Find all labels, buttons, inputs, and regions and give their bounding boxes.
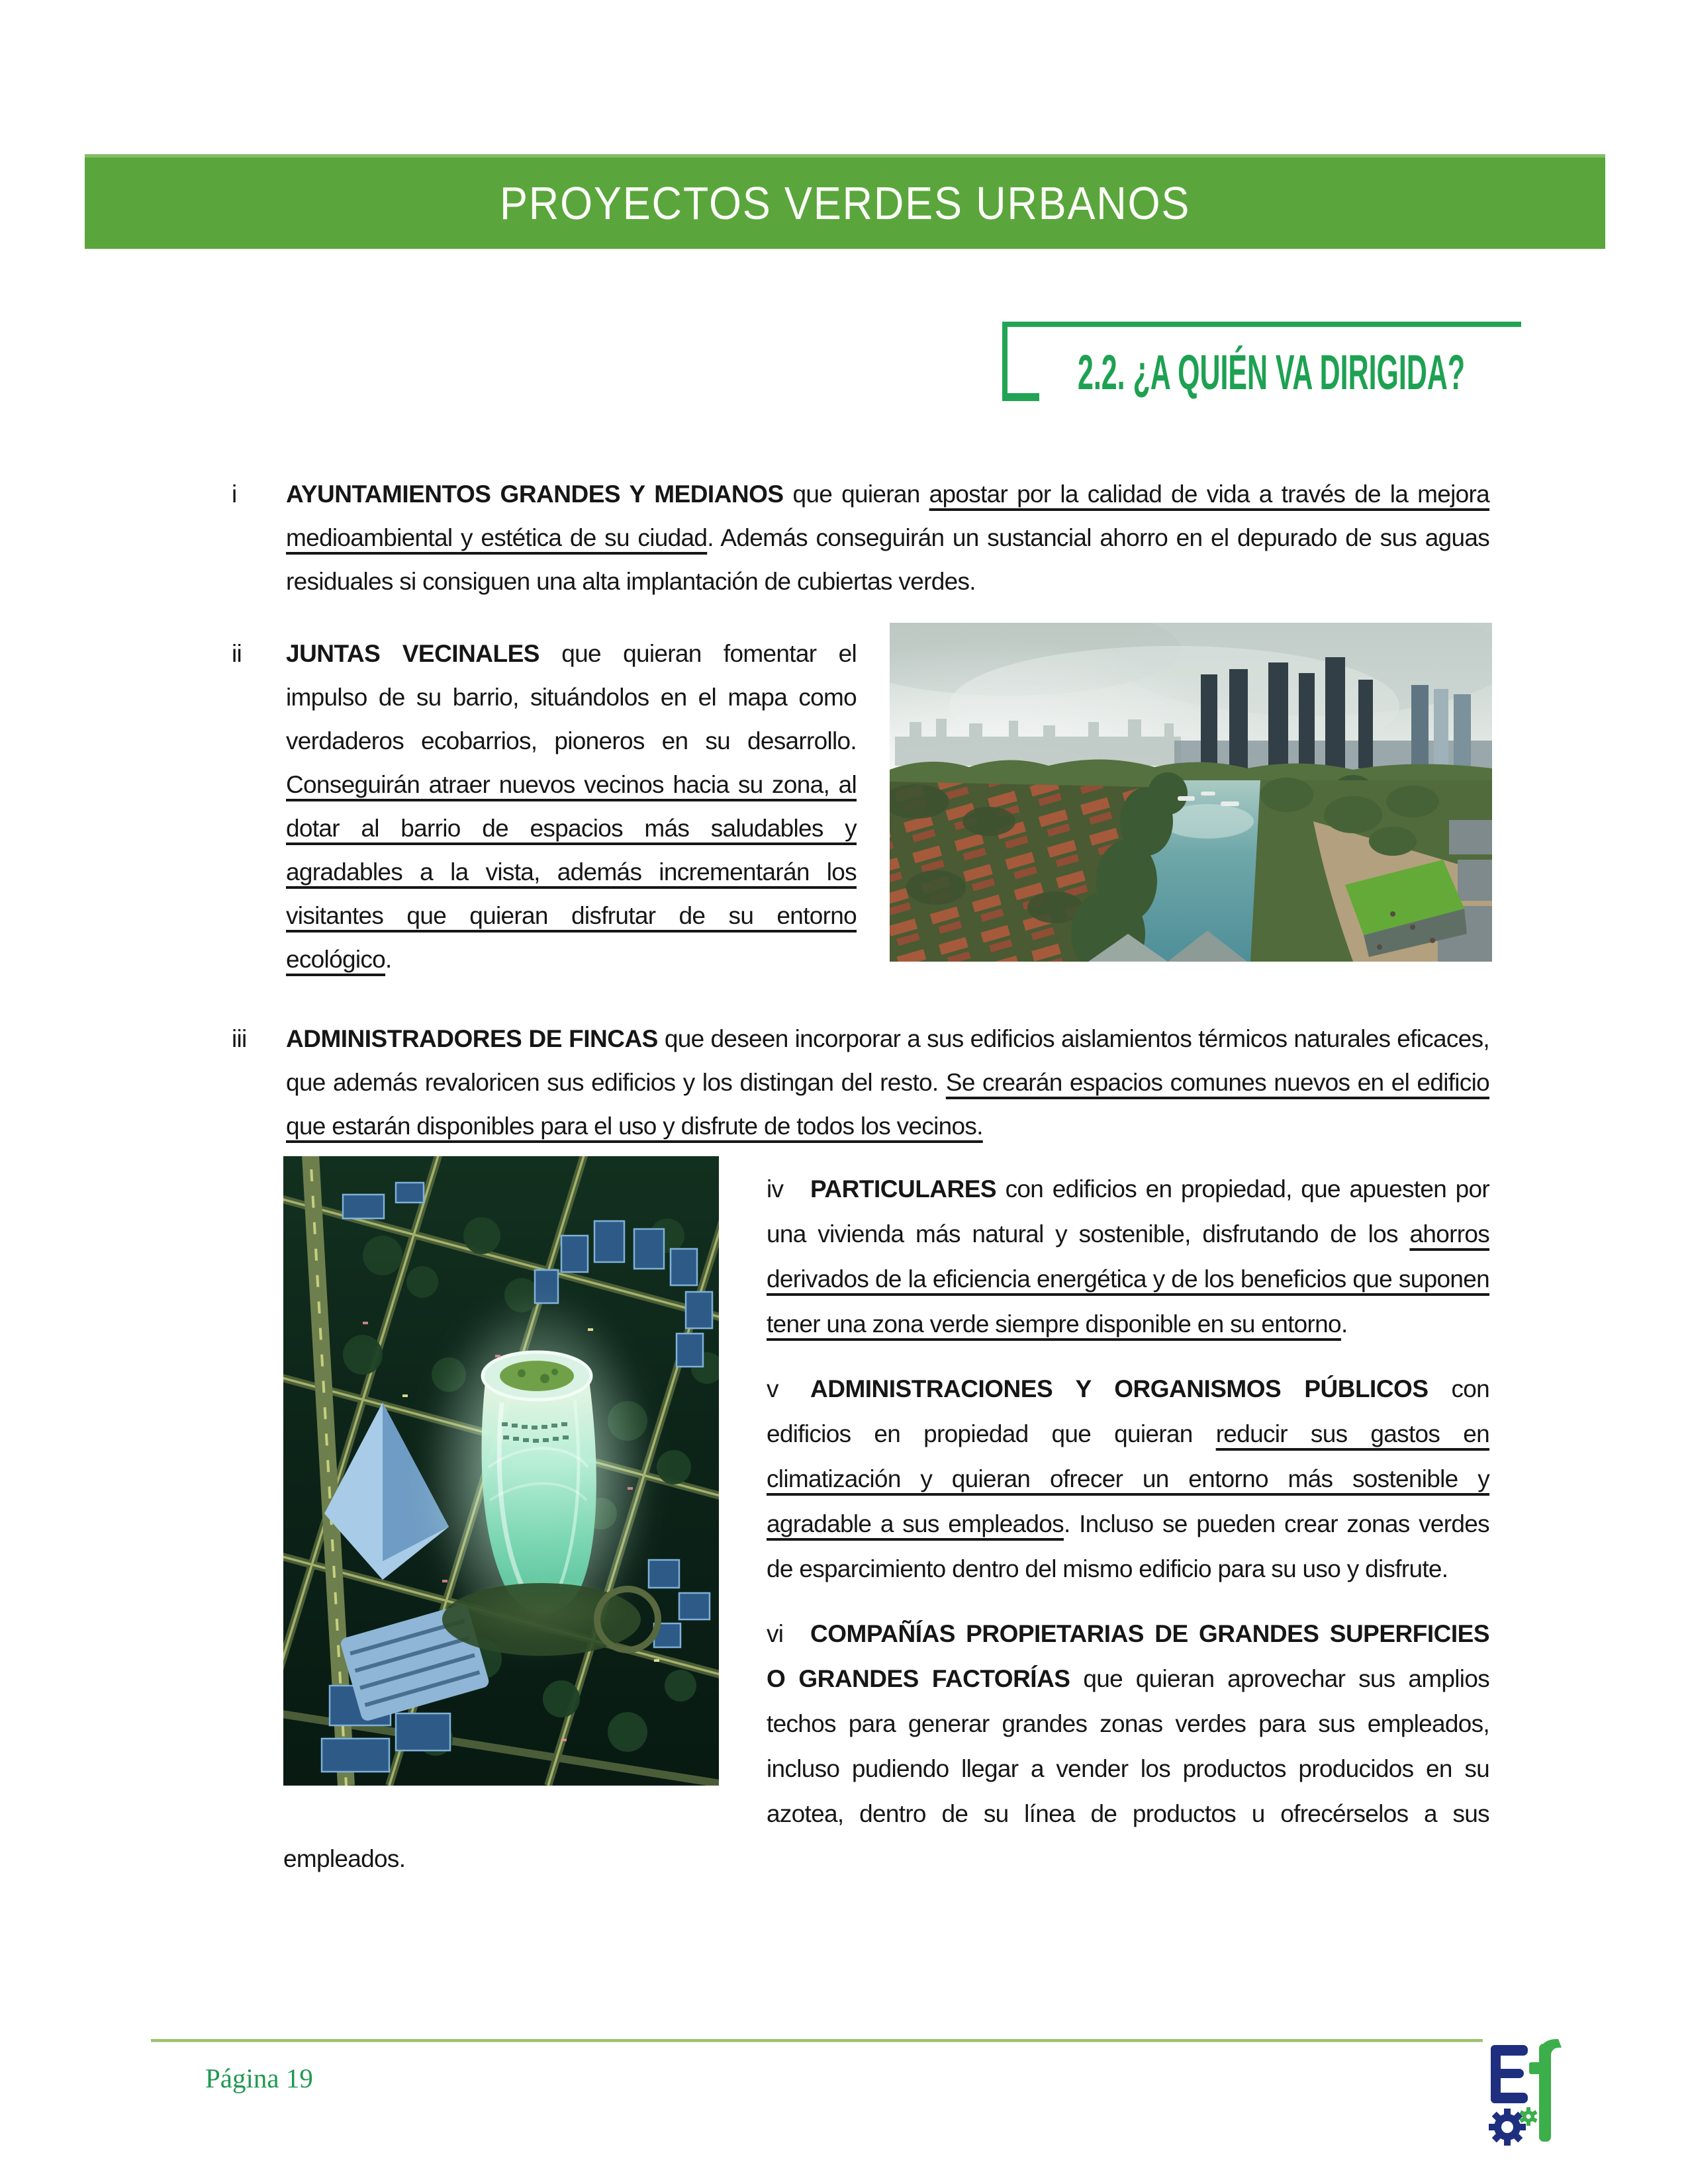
item-text: COMPAÑÍAS PROPIETARIAS DE GRANDES SUPERFICIES O GRANDES FACTORÍAS que quieran aprovechar sus amplios techos para generar grandes zonas verdes para sus empleados, incluso pudiendo llegar a vender los productos producidos en su azotea, dentro de su línea de productos u ofrecérselos a sus empleados. — [283, 1620, 1489, 1872]
logo-letter-f — [1529, 2039, 1562, 2142]
list-item-ii — [232, 632, 857, 981]
photo-eco-district-river — [890, 623, 1492, 962]
page-number-label: Página 19 — [205, 2063, 313, 2093]
item-numeral: vi — [767, 1620, 784, 1647]
section-title-text: ¿A QUIÉN VA DIRIGIDA? — [1133, 345, 1466, 400]
item-numeral: i — [232, 480, 237, 508]
item-numeral: v — [767, 1375, 778, 1402]
bottom-section — [283, 1156, 1489, 1901]
item-text: ADMINISTRADORES DE FINCAS que deseen incorporar a sus edificios aislamientos térmicos naturales eficaces, que además revaloricen sus edificios y los distingan del resto. Se crearán espacios comunes nuevos en el edificio que estarán disponibles para el uso y disfrute de todos los vecinos. — [286, 1025, 1490, 1140]
item-text: ADMINISTRACIONES Y ORGANISMOS PÚBLICOS con edificios en propiedad que quieran reducir sus gastos en climatización y quieran ofrecer un entorno más sostenible y agradable a sus empleados. Incluso se pueden crear zonas verdes de esparcimiento dentro del mismo edificio para su uso y disfrute. — [767, 1375, 1490, 1582]
item-numeral: iii — [232, 1025, 247, 1052]
item-numeral: ii — [232, 640, 242, 667]
photo-night-city-green-tower — [283, 1156, 719, 1786]
logo-letter-E — [1491, 2045, 1528, 2103]
section-header — [1002, 322, 1521, 401]
ef-logo-graphic — [1487, 2037, 1564, 2156]
document-title: PROYECTOS VERDES URBANOS — [499, 177, 1191, 229]
gear-icon — [1489, 2109, 1526, 2146]
night-city-green-tower-graphic — [283, 1156, 719, 1786]
page-banner — [85, 154, 1605, 249]
section-number: 2.2. — [1078, 345, 1125, 400]
item-text: PARTICULARES con edificios en propiedad, que apuesten por una vivienda más natural y sostenible, disfrutando de los ahorros derivados de la eficiencia energética y de los beneficios que suponen tener una zona verde siempre disponible en su entorno. — [767, 1175, 1489, 1338]
item-text: JUNTAS VECINALES que quieran fomentar el impulso de su barrio, situándolos en el mapa como verdaderos ecobarrios, pioneros en su desarrollo. Conseguirán atraer nuevos vecinos hacia su zona, al dotar al barrio de espacios más saludables y agradables a la vista, además incrementarán los visitantes que quieran disfrutar de su entorno ecológico. — [286, 640, 857, 973]
list-item-i — [232, 473, 1489, 604]
ef-logo — [1487, 2037, 1564, 2156]
item-text: AYUNTAMIENTOS GRANDES Y MEDIANOS que quieran apostar por la calidad de vida a través de la mejora medioambiental y estética de su ciudad. Además conseguirán un sustancial ahorro en el depurado de sus aguas residuales si consiguen una alta implantación de cubiertas verdes. — [286, 480, 1490, 595]
section-title — [1078, 344, 1466, 400]
eco-district-river-graphic — [890, 623, 1492, 962]
item-numeral: iv — [767, 1175, 784, 1203]
list-item-iii — [232, 1017, 1489, 1148]
footer-divider — [151, 2039, 1483, 2042]
